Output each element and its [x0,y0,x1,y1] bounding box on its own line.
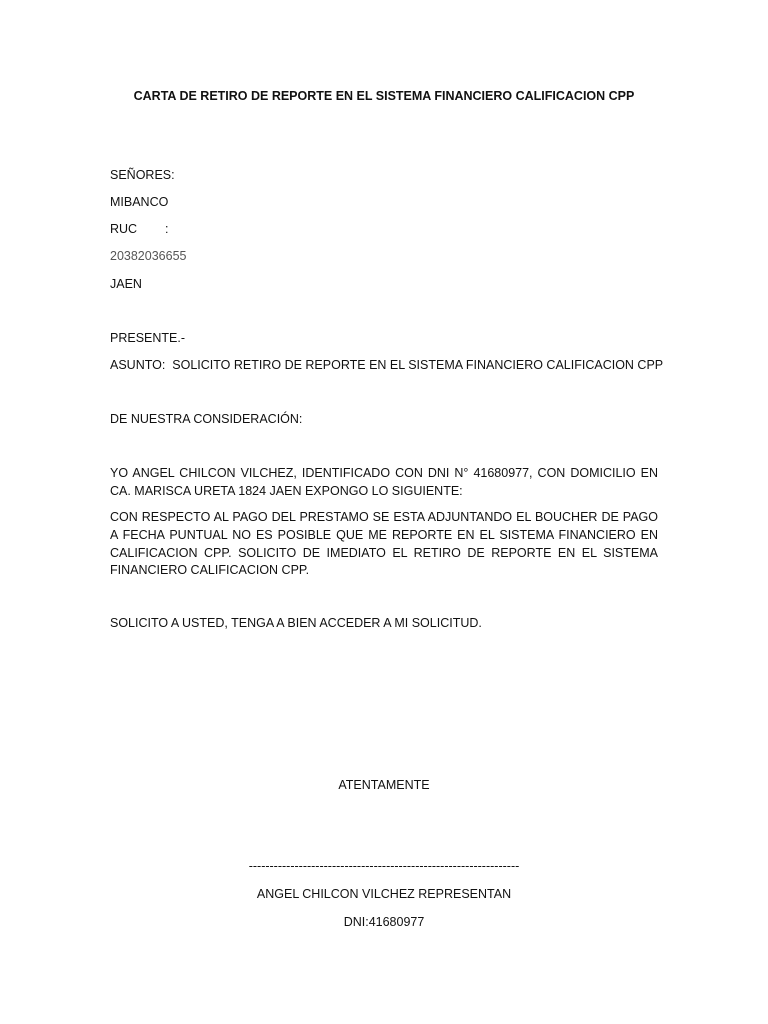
recipient-city: JAEN [110,277,142,291]
signature-dni: DNI:41680977 [343,915,425,929]
asunto-line: ASUNTO: SOLICITO RETIRO DE REPORTE EN EL SISTEMA FINANCIERO CALIFICACION CPP [110,358,664,372]
ruc-label: RUC [110,222,138,236]
presente-line: PRESENTE.- [110,331,186,345]
salutation: SEÑORES: [110,168,175,182]
body-paragraph-1: YO ANGEL CHILCON VILCHEZ, IDENTIFICADO CON DNI N° 41680977, CON DOMICILIO EN CA. MARISCA URETA 1824 JAEN EXPONGO LO SIGUIENTE: [110,466,658,498]
recipient-company: MIBANCO [110,195,169,209]
signature-name: ANGEL CHILCON VILCHEZ REPRESENTAN [256,887,512,901]
signature-line: ----------------------------------------------------------------- [248,859,520,873]
body-paragraph-2: CON RESPECTO AL PAGO DEL PRESTAMO SE ESTA ADJUNTANDO EL BOUCHER DE PAGO A FECHA PUNTUAL NO ES POSIBLE QUE ME REPORTE EN EL SISTEMA FINANCIERO EN CALIFICACION CPP. SOLICITO DE IMEDIATO EL RETIRO DE REPORTE EN EL SISTEMA FINANCIERO CALIFICACION CPP. [110,510,658,578]
ruc-number: 20382036655 [110,249,187,263]
body-paragraph-3: SOLICITO A USTED, TENGA A BIEN ACCEDER A MI SOLICITUD. [110,616,482,630]
closing: ATENTAMENTE [338,778,430,792]
greeting: DE NUESTRA CONSIDERACIÓN: [110,412,303,426]
document-title: CARTA DE RETIRO DE REPORTE EN EL SISTEMA FINANCIERO CALIFICACION CPP [133,89,635,103]
ruc-colon: : [165,222,169,236]
